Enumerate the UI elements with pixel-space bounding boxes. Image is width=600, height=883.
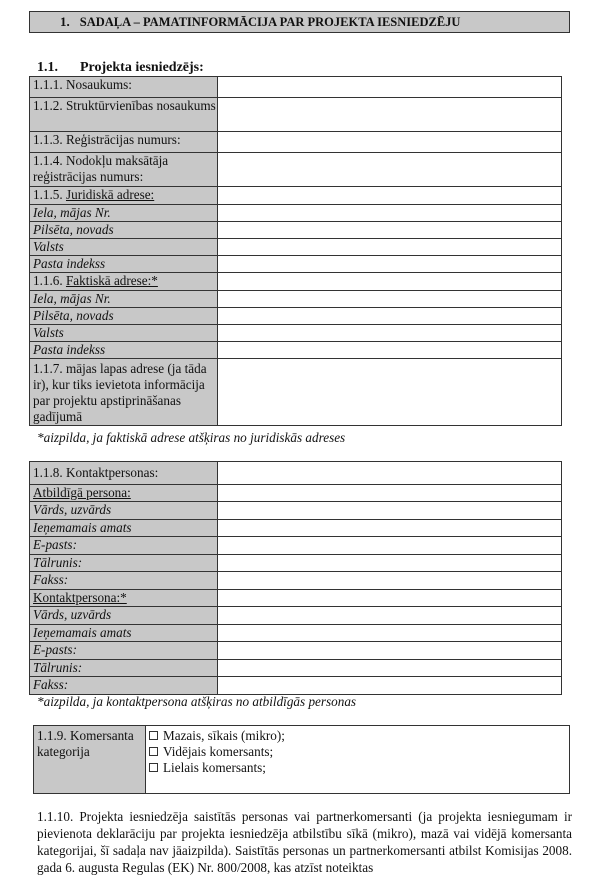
table-row bbox=[30, 607, 562, 625]
table-row bbox=[30, 273, 562, 291]
checkbox-icon[interactable] bbox=[149, 731, 158, 740]
table-row bbox=[30, 642, 562, 660]
applicant-table bbox=[29, 76, 562, 426]
row-label: 1.1.7. mājas lapas adrese (ja tāda ir), kur tiks ievietota informācija par projektu apstiprināšanas gadījumā bbox=[30, 359, 218, 426]
legal-country-field[interactable] bbox=[218, 239, 562, 256]
table-row bbox=[30, 462, 562, 485]
table-row bbox=[30, 660, 562, 677]
table-row bbox=[30, 98, 562, 132]
table-row bbox=[30, 590, 562, 607]
contact-note: *aizpilda, ja kontaktpersona atšķiras no atbildīgās personas bbox=[37, 694, 357, 709]
responsible-fax-field[interactable] bbox=[218, 572, 562, 590]
category-table bbox=[33, 725, 570, 794]
name-field[interactable] bbox=[218, 77, 562, 98]
contact-person-field bbox=[218, 590, 562, 607]
legal-address-prefix: 1.1.5. bbox=[33, 187, 66, 202]
table-row bbox=[30, 187, 562, 205]
table-row bbox=[30, 555, 562, 572]
contact-email-field[interactable] bbox=[218, 642, 562, 660]
responsible-person-field bbox=[218, 485, 562, 502]
table-row bbox=[30, 502, 562, 520]
row-label bbox=[30, 187, 218, 205]
table-row bbox=[30, 485, 562, 502]
option-large[interactable] bbox=[149, 760, 569, 776]
contacts-header-field bbox=[218, 462, 562, 485]
contact-phone-field[interactable] bbox=[218, 660, 562, 677]
row-label bbox=[30, 273, 218, 291]
row-label: Iela, mājas Nr. bbox=[30, 205, 218, 222]
table-row bbox=[30, 325, 562, 342]
table-row bbox=[30, 308, 562, 325]
section-header bbox=[29, 11, 570, 33]
row-label: E-pasts: bbox=[30, 537, 218, 555]
contact-position-field[interactable] bbox=[218, 625, 562, 642]
row-label: Fakss: bbox=[30, 677, 218, 695]
row-label: 1.1.3. Reģistrācijas numurs: bbox=[30, 132, 218, 153]
checkbox-icon[interactable] bbox=[149, 763, 158, 772]
actual-street-field[interactable] bbox=[218, 291, 562, 308]
contact-table bbox=[29, 461, 562, 695]
address-note: *aizpilda, ja faktiskā adrese atšķiras no juridiskās adreses bbox=[37, 430, 346, 445]
row-label: Ieņemamais amats bbox=[30, 520, 218, 537]
registration-number-field[interactable] bbox=[218, 132, 562, 153]
category-options bbox=[146, 726, 570, 794]
table-row bbox=[30, 205, 562, 222]
table-row bbox=[30, 256, 562, 273]
legal-address-field bbox=[218, 187, 562, 205]
table-row bbox=[30, 359, 562, 426]
row-label: Pilsēta, novads bbox=[30, 308, 218, 325]
option-label: Lielais komersants; bbox=[163, 760, 266, 775]
responsible-name-field[interactable] bbox=[218, 502, 562, 520]
table-row bbox=[30, 153, 562, 187]
table-row bbox=[30, 342, 562, 359]
actual-postal-field[interactable] bbox=[218, 342, 562, 359]
actual-country-field[interactable] bbox=[218, 325, 562, 342]
table-row bbox=[30, 222, 562, 239]
responsible-position-field[interactable] bbox=[218, 520, 562, 537]
row-label: 1.1.8. Kontaktpersonas: bbox=[30, 462, 218, 485]
row-label: 1.1.2. Struktūrvienības nosaukums bbox=[30, 98, 218, 132]
table-row bbox=[30, 291, 562, 308]
row-label: Vārds, uzvārds bbox=[30, 502, 218, 520]
category-label: 1.1.9. Komersanta kategorija bbox=[34, 726, 146, 794]
actual-address-field bbox=[218, 273, 562, 291]
row-label: Tālrunis: bbox=[30, 660, 218, 677]
row-label: Fakss: bbox=[30, 572, 218, 590]
table-row bbox=[30, 537, 562, 555]
section-number: 1. bbox=[60, 14, 70, 29]
actual-address-prefix: 1.1.6. bbox=[33, 273, 66, 288]
row-label: Iela, mājas Nr. bbox=[30, 291, 218, 308]
row-label: Pasta indekss bbox=[30, 342, 218, 359]
option-medium[interactable] bbox=[149, 744, 569, 760]
actual-city-field[interactable] bbox=[218, 308, 562, 325]
table-row bbox=[30, 572, 562, 590]
legal-address-label: Juridiskā adrese: bbox=[65, 187, 155, 202]
table-row bbox=[30, 520, 562, 537]
row-label: E-pasts: bbox=[30, 642, 218, 660]
option-micro[interactable] bbox=[149, 728, 569, 744]
option-label: Vidējais komersants; bbox=[163, 744, 274, 759]
contact-name-field[interactable] bbox=[218, 607, 562, 625]
contact-fax-field[interactable] bbox=[218, 677, 562, 695]
subsection-heading bbox=[37, 60, 204, 76]
row-label: Valsts bbox=[30, 325, 218, 342]
table-row bbox=[34, 726, 570, 794]
responsible-email-field[interactable] bbox=[218, 537, 562, 555]
department-field[interactable] bbox=[218, 98, 562, 132]
table-row bbox=[30, 132, 562, 153]
row-label: Pasta indekss bbox=[30, 256, 218, 273]
taxpayer-number-field[interactable] bbox=[218, 153, 562, 187]
actual-address-label: Faktiskā adrese:* bbox=[65, 273, 158, 288]
row-label: Ieņemamais amats bbox=[30, 625, 218, 642]
checkbox-icon[interactable] bbox=[149, 747, 158, 756]
row-label: Pilsēta, novads bbox=[30, 222, 218, 239]
legal-city-field[interactable] bbox=[218, 222, 562, 239]
row-label: Valsts bbox=[30, 239, 218, 256]
row-label: Vārds, uzvārds bbox=[30, 607, 218, 625]
responsible-phone-field[interactable] bbox=[218, 555, 562, 572]
row-label: 1.1.1. Nosaukums: bbox=[30, 77, 218, 98]
website-field[interactable] bbox=[218, 359, 562, 426]
row-label: 1.1.4. Nodokļu maksātāja reģistrācijas numurs: bbox=[30, 153, 218, 187]
related-persons-paragraph: 1.1.10. Projekta iesniedzēja saistītās personas vai partnerkomersanti (ja projekta iesniegumam ir pievienota deklarāciju par projekta iesniedzēja atbilstību sīkā (mikro), mazā vai vidējā komersanta kategorijai, šī sadaļa nav jāaizpilda). Saistītās personas un partnerkomersanti atbilst Komisijas 2008. gada 6. augusta Regulas (EK) Nr. 800/2008, kas atzīst noteiktas bbox=[37, 809, 572, 875]
table-row bbox=[30, 77, 562, 98]
table-row bbox=[30, 625, 562, 642]
row-label: Tālrunis: bbox=[30, 555, 218, 572]
table-row bbox=[30, 677, 562, 695]
legal-postal-field[interactable] bbox=[218, 256, 562, 273]
section-title: SADAĻA – PAMATINFORMĀCIJA PAR PROJEKTA IESNIEDZĒJU bbox=[79, 15, 461, 29]
row-label: Kontaktpersona:* bbox=[30, 590, 218, 607]
subsection-number: 1.1. bbox=[37, 60, 58, 75]
row-label: Atbildīgā persona: bbox=[30, 485, 218, 502]
legal-street-field[interactable] bbox=[218, 205, 562, 222]
subsection-title: Projekta iesniedzējs: bbox=[80, 60, 204, 75]
option-label: Mazais, sīkais (mikro); bbox=[163, 728, 285, 743]
table-row bbox=[30, 239, 562, 256]
